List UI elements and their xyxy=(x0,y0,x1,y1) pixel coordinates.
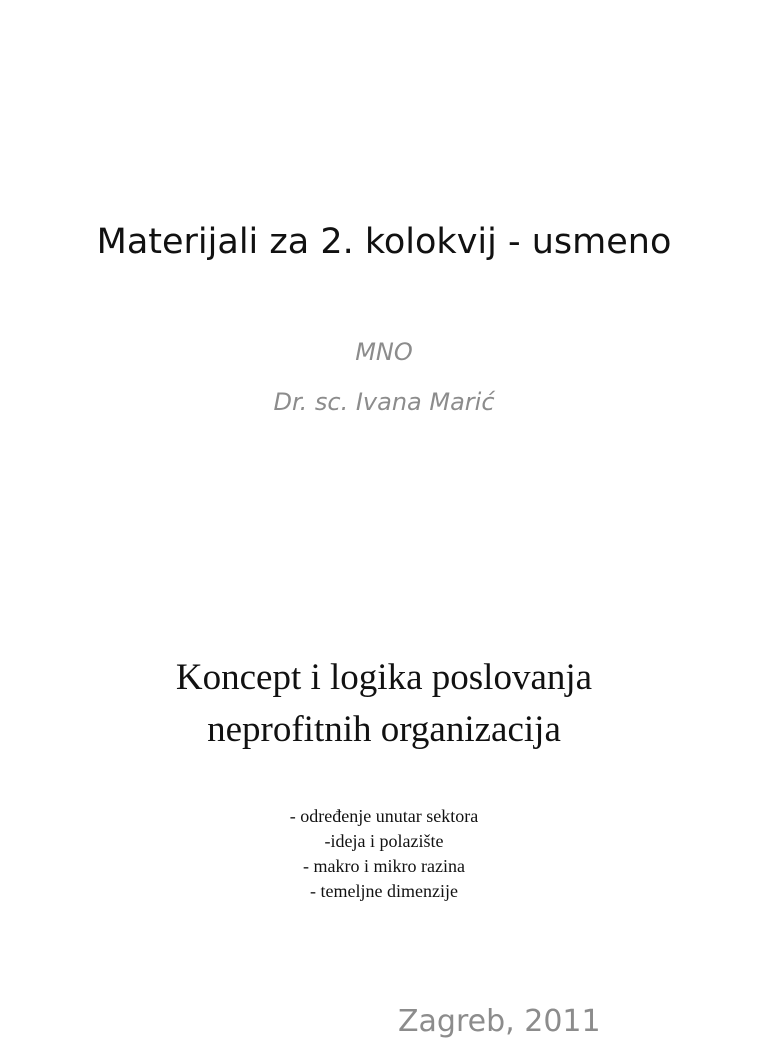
document-title: Materijali za 2. kolokvij - usmeno xyxy=(96,222,672,262)
list-item: - određenje unutar sektora xyxy=(289,806,479,826)
author-name: Dr. sc. Ivana Marić xyxy=(273,388,495,416)
topic-list xyxy=(0,804,768,904)
section-heading-line2: neprofitnih organizacija xyxy=(207,709,561,750)
place-date-footer: Zagreb, 2011 xyxy=(398,1004,601,1039)
list-item: - makro i mikro razina xyxy=(303,856,465,876)
course-code: MNO xyxy=(355,338,413,366)
list-item: - temeljne dimenzije xyxy=(310,881,458,901)
list-item: -ideja i polazište xyxy=(324,831,444,851)
section-heading-line1: Koncept i logika poslovanja xyxy=(175,657,593,698)
